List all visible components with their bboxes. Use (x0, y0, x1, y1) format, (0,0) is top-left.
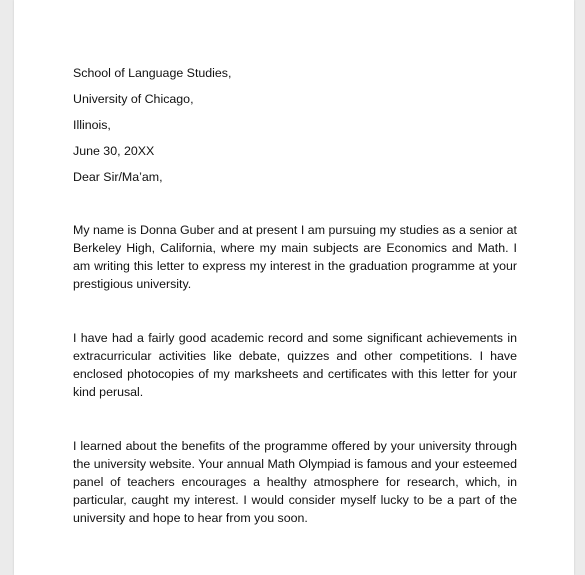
letter-date: June 30, 20XX (73, 144, 155, 158)
recipient-school: School of Language Studies, (73, 66, 232, 80)
recipient-university: University of Chicago, (73, 92, 194, 106)
paragraph-academic-record: I have had a fairly good academic record and some significant achievements in extracurricular activities like debate, quizzes and other competitions. I have enclosed photocopies of my marksheets and certificates with this letter for your kind perusal. (73, 331, 517, 399)
paragraph-program-interest: I learned about the benefits of the programme offered by your university through the university website. Your annual Math Olympiad is famous and your esteemed panel of teachers encourages a healthy atmosphere for research, which, in particular, caught my interest. I would consider myself lucky to be a part of the university and hope to hear from you soon. (73, 439, 517, 525)
salutation: Dear Sir/Ma’am, (73, 170, 163, 184)
document-page (14, 0, 574, 575)
letter-body (73, 64, 517, 527)
paragraph-introduction: My name is Donna Guber and at present I am pursuing my studies as a senior at Berkeley High, California, where my main subjects are Economics and Math. I am writing this letter to express my interest in the graduation programme at your prestigious university. (73, 223, 517, 291)
recipient-state: Illinois, (73, 118, 111, 132)
